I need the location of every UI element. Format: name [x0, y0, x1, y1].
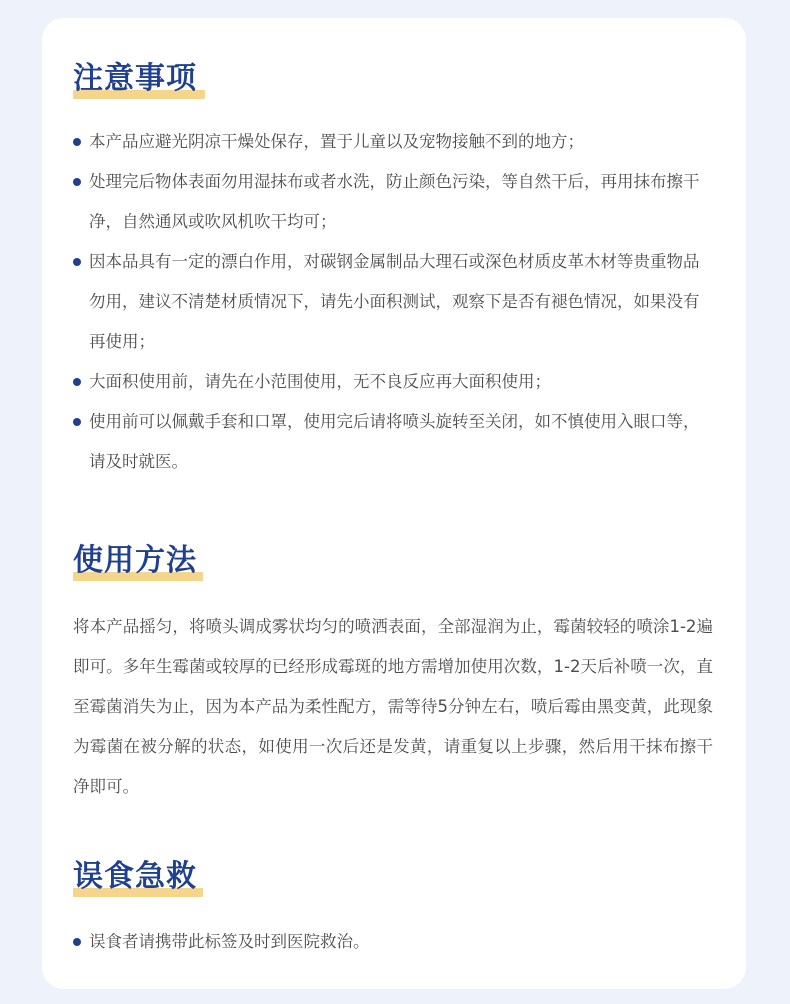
precautions-list: [73, 122, 703, 482]
section-title-precautions: 注意事项: [73, 61, 197, 96]
list-item: [73, 122, 703, 162]
list-item-text: 使用前可以佩戴手套和口罩，使用完后请将喷头旋转至关闭，如不慎使用入眼口等，请及时就医。: [89, 412, 700, 471]
list-item: [73, 402, 703, 482]
list-item: [73, 162, 703, 242]
list-item: [73, 922, 703, 962]
list-item-text: 大面积使用前，请先在小范围使用，无不良反应再大面积使用；: [89, 372, 551, 391]
usage-paragraph: 将本产品摇匀，将喷头调成雾状均匀的喷洒表面，全部湿润为止，霉菌较轻的喷涂1-2遍即可。多年生霉菌或较厚的已经形成霉斑的地方需增加使用次数，1-2天后补喷一次，直至霉菌消失为止，因为本产品为柔性配方，需等待5分钟左右，喷后霉由黑变黄，此现象为霉菌在被分解的状态，如使用一次后还是发黄，请重复以上步骤，然后用干抹布擦干净即可。: [73, 617, 713, 796]
bullet-dot-icon: [73, 258, 81, 266]
bullet-dot-icon: [73, 938, 81, 946]
section-title-first-aid: 误食急救: [73, 859, 197, 894]
list-item: [73, 242, 703, 362]
bullet-dot-icon: [73, 378, 81, 386]
first-aid-list: [73, 922, 703, 962]
bullet-dot-icon: [73, 138, 81, 146]
section-title-usage: 使用方法: [73, 543, 197, 578]
bullet-dot-icon: [73, 418, 81, 426]
bullet-dot-icon: [73, 178, 81, 186]
list-item-text: 本产品应避光阴凉干燥处保存，置于儿童以及宠物接触不到的地方；: [89, 132, 584, 151]
list-item-text: 误食者请携带此标签及时到医院救治。: [89, 932, 370, 951]
list-item: [73, 362, 703, 402]
list-item-text: 处理完后物体表面勿用湿抹布或者水洗，防止颜色污染，等自然干后，再用抹布擦干净，自然通风或吹风机吹干均可；: [89, 172, 700, 231]
list-item-text: 因本品具有一定的漂白作用，对碳钢金属制品大理石或深色材质皮革木材等贵重物品勿用，建议不清楚材质情况下，请先小面积测试，观察下是否有褪色情况，如果没有再使用；: [89, 252, 700, 351]
